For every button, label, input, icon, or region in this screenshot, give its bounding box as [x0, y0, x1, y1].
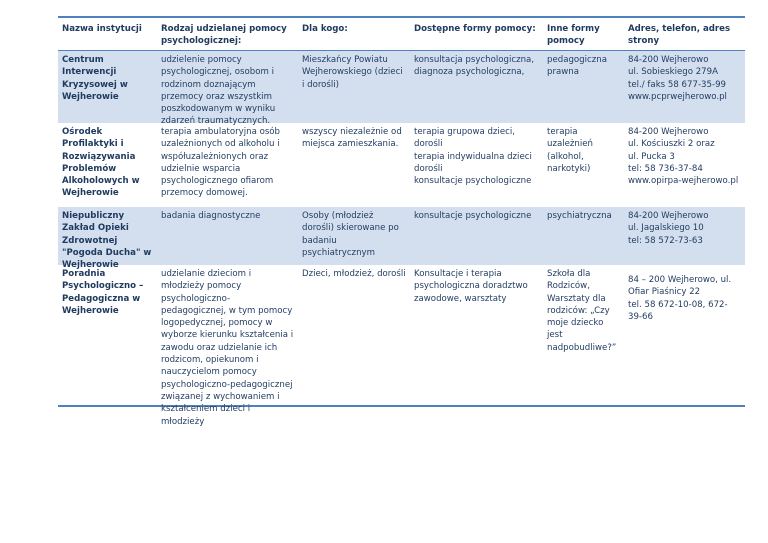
other-forms: psychiatryczna: [547, 211, 612, 221]
table-row: [58, 207, 745, 271]
for-whom: Mieszkańcy Powiatu Wejherowskiego (dzieci i dorośli): [302, 55, 403, 90]
institution-name: Ośrodek Profilaktyki i Rozwiązywania Problemów Alkoholowych w Wejherowie: [62, 127, 140, 199]
help-type: udzielenie pomocy psychologicznej, osobom i rodzinom doznającym przemocy oraz wszystkim poszkodowanym w wyniku zdarzeń traumatycznych.: [161, 55, 276, 127]
table-row: [58, 265, 745, 427]
header-other-forms: Inne formy pomocy: [547, 24, 600, 47]
table-row: [58, 123, 745, 207]
other-forms: Szkoła dla Rodziców, Warsztaty dla rodziców: „Czy moje dziecko jest nadpobudliwe?”: [547, 269, 617, 353]
address: 84 – 200 Wejherowo, ul. Ofiar Piaśnicy 22 tel. 58 672-10-08, 672-39-66: [628, 275, 732, 322]
help-type: terapia ambulatoryjna osób uzależnionych od alkoholu i współuzależnionych oraz udzielnie wsparcia psychologicznego ofiarom przemocy domowej.: [161, 127, 281, 199]
available-forms: konsultacje psychologiczne: [414, 211, 532, 221]
institution-name: Poradnia Psychologiczno – Pedagogiczna w Wejherowie: [62, 269, 144, 316]
header-help-type: Rodzaj udzielanej pomocy psychologicznej:: [161, 24, 287, 47]
help-type: badania diagnostyczne: [161, 211, 261, 221]
available-forms: Konsultacje i terapia psychologiczna doradztwo zawodowe, warsztaty: [414, 269, 528, 304]
institution-name: Niepubliczny Zakład Opieki Zdrowotnej "Pogoda Ducha" w Wejherowie: [62, 211, 152, 271]
for-whom: Dzieci, młodzież, dorośli: [302, 269, 406, 279]
header-available-forms: Dostępne formy pomocy:: [414, 24, 536, 34]
available-forms: terapia grupowa dzieci, dorośli terapia indywidualna dzieci dorośli konsultacje psychologiczne: [414, 127, 532, 187]
for-whom: wszyscy niezależnie od miejsca zamieszkania.: [302, 127, 402, 150]
header-for-whom: Dla kogo:: [302, 24, 348, 34]
address: 84-200 Wejherowo ul. Kościuszki 2 oraz ul. Pucka 3 tel: 58 736-37-84 www.opirpa-wejherowo.pl: [628, 127, 739, 187]
table-header: [58, 16, 745, 51]
address: 84-200 Wejherowo ul. Sobieskiego 279A tel./ faks 58 677-35-99 www.pcprwejherowo.pl: [628, 55, 727, 102]
available-forms: konsultacja psychologiczna, diagnoza psychologiczna,: [414, 55, 535, 78]
header-institution-name: Nazwa instytucji: [62, 24, 142, 34]
header-address: Adres, telefon, adres strony: [628, 24, 731, 47]
help-type: udzielanie dzieciom i młodzieży pomocy psychologiczno-pedagogicznej, w tym pomocy logopedycznej, pomocy w wyborze kierunku kształcenia i zawodu oraz udzielanie ich rodzicom, opiekunom i nauczycielom pomocy psychologiczno-pedagogicznej związanej z wychowaniem i kształceniem dzieci i młodzieży: [161, 269, 294, 427]
other-forms: terapia uzależnień (alkohol, narkotyki): [547, 127, 593, 174]
institution-name: Centrum Interwencji Kryzysowej w Wejherowie: [62, 55, 128, 102]
institutions-table: [58, 16, 745, 427]
for-whom: Osoby (młodzież dorośli) skierowane po badaniu psychiatrycznym: [302, 211, 399, 258]
other-forms: pedagogiczna prawna: [547, 55, 607, 78]
table-row: [58, 51, 745, 127]
address: 84-200 Wejherowo ul. Jagalskiego 10 tel: 58 572-73-63: [628, 211, 709, 246]
